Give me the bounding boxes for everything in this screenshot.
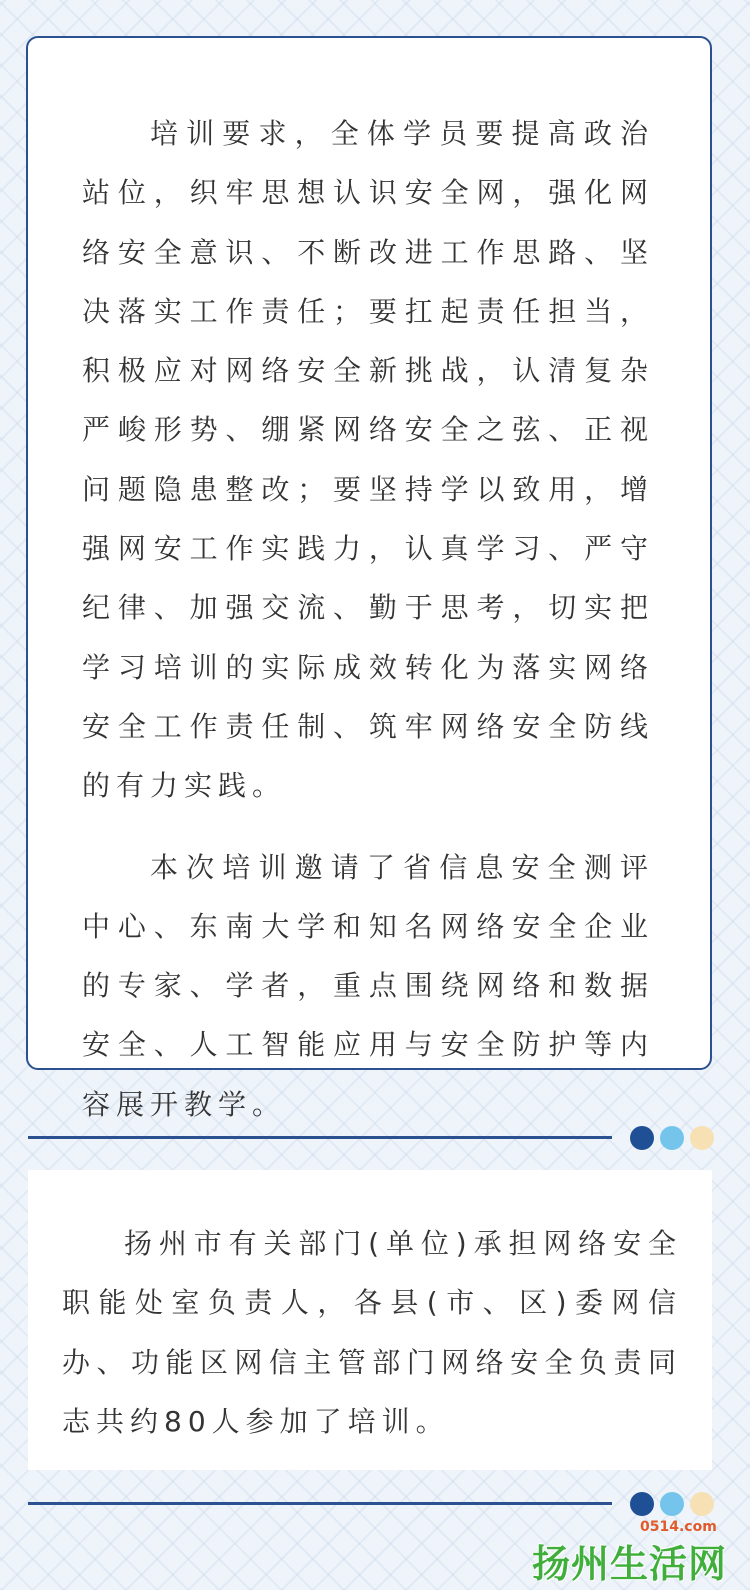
site-watermark-logo — [532, 1519, 742, 1585]
watermark-domain: 0514.com — [640, 1519, 717, 1535]
dark-blue-dot-icon — [630, 1126, 654, 1150]
section-divider-line-bottom — [28, 1502, 612, 1505]
dark-blue-dot-icon — [630, 1492, 654, 1516]
light-blue-dot-icon — [660, 1126, 684, 1150]
paragraph-participants: 扬州市有关部门(单位)承担网络安全职能处室负责人，各县(市、区)委网信办、功能区网信主管部门网络安全负责同志共约80人参加了培训。 — [62, 1227, 682, 1438]
divider-dots-bottom — [630, 1492, 714, 1516]
section-divider-line — [28, 1136, 612, 1139]
watermark-site-name: 扬州生活网 — [532, 1542, 728, 1586]
beige-dot-icon — [690, 1126, 714, 1150]
divider-dots — [630, 1126, 714, 1150]
article-card-top — [26, 36, 712, 1121]
paragraph-training-requirements: 培训要求，全体学员要提高政治站位，织牢思想认识安全网，强化网络安全意识、不断改进工作思路、坚决落实工作责任；要扛起责任担当，积极应对网络安全新挑战，认清复杂严峻形势、绷紧网络安全之弦、正视问题隐患整改；要坚持学以致用，增强网安工作实践力，认真学习、严守纪律、加强交流、勤于思考，切实把学习培训的实际成效转化为落实网络安全工作责任制、筑牢网络安全防线的有力实践。 — [82, 117, 654, 803]
light-blue-dot-icon — [660, 1492, 684, 1516]
paragraph-invited-experts: 本次培训邀请了省信息安全测评中心、东南大学和知名网络安全企业的专家、学者，重点围绕网络和数据安全、人工智能应用与安全防护等内容展开教学。 — [82, 850, 654, 1121]
beige-dot-icon — [690, 1492, 714, 1516]
article-card-bottom — [28, 1170, 712, 1470]
